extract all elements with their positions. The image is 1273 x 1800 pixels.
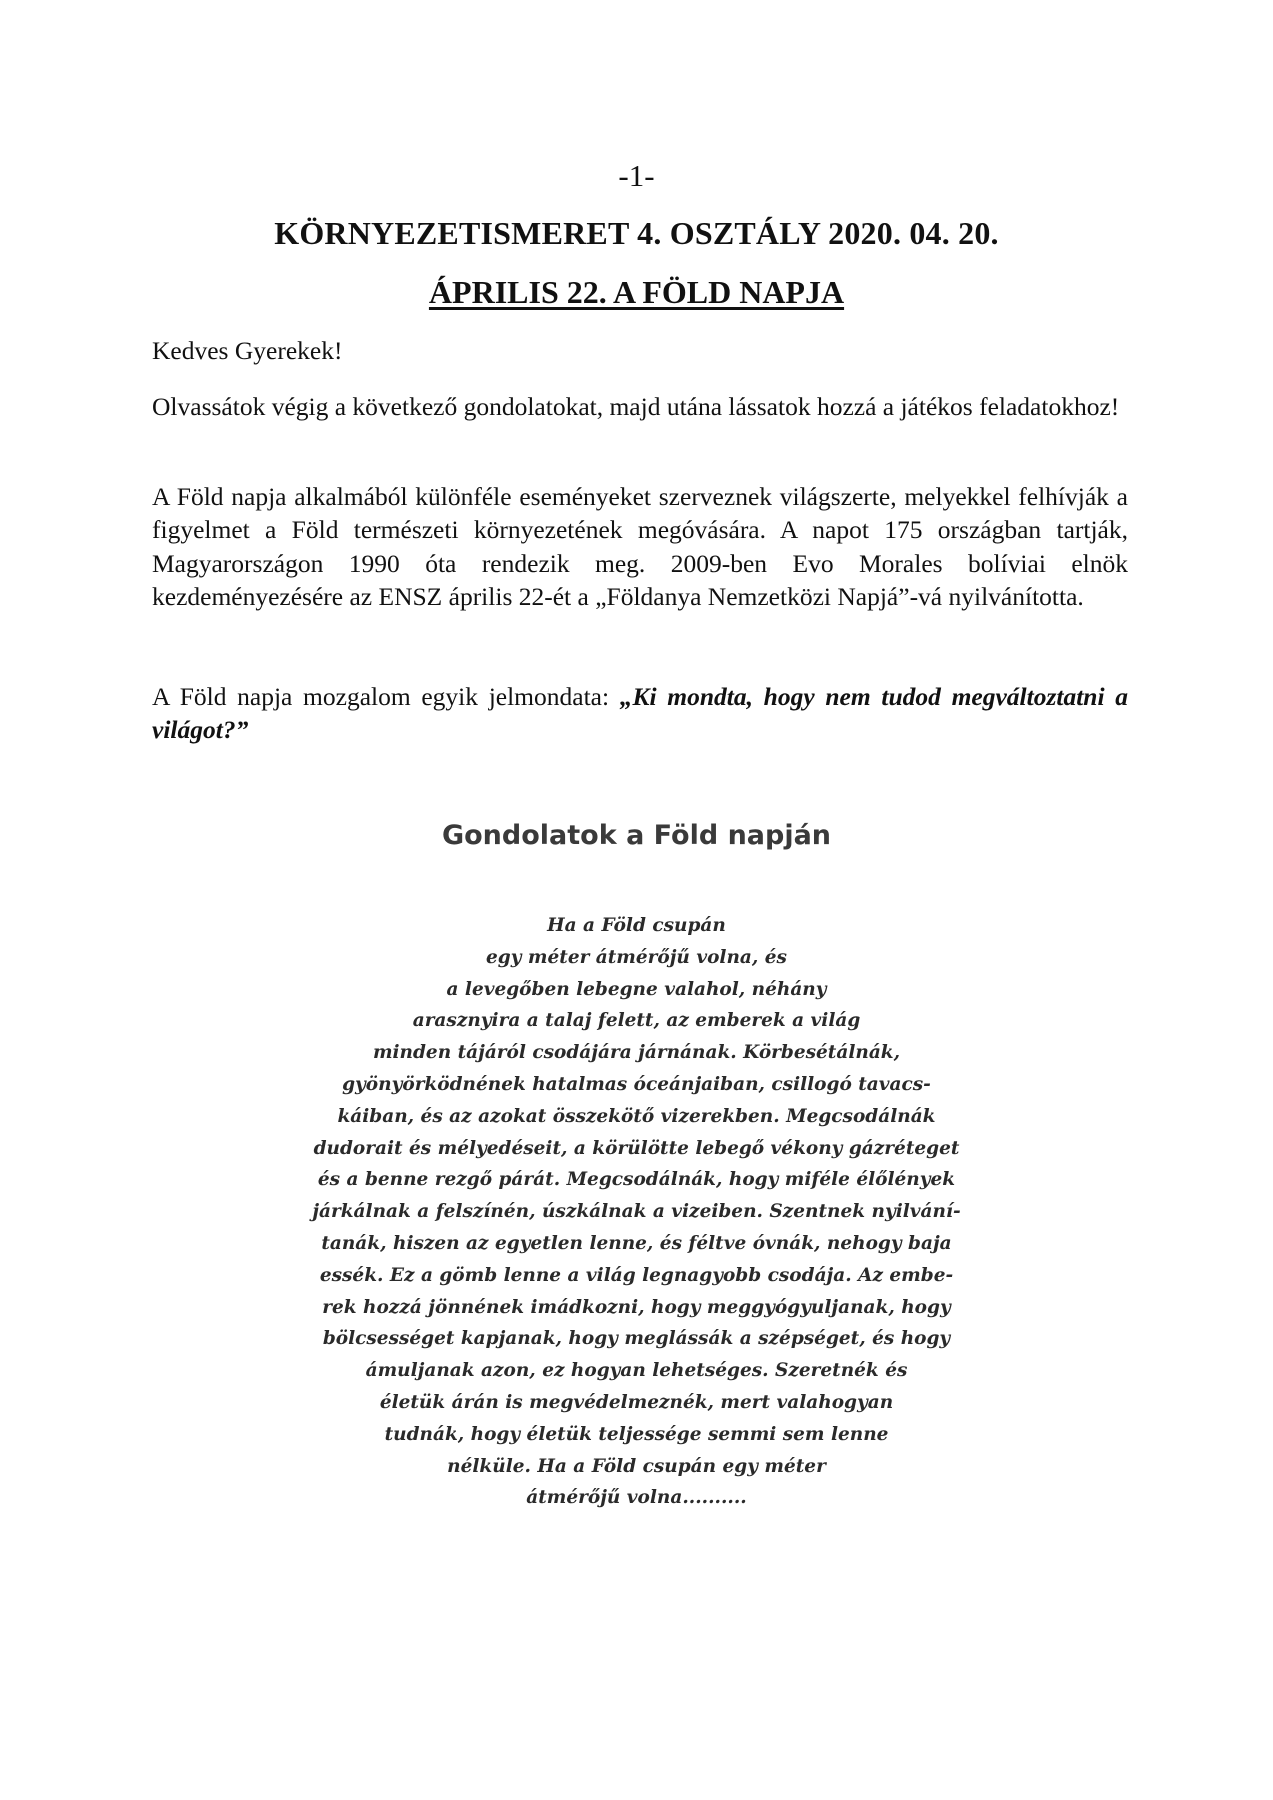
poem-line: essék. Ez a gömb lenne a világ legnagyobb csodája. Az embe- xyxy=(319,1264,954,1286)
poem-line: káiban, és az azokat összekötő vizerekben. Megcsodálnák xyxy=(337,1105,936,1127)
poem-line: tanák, hiszen az egyetlen lenne, és féltve óvnák, nehogy baja xyxy=(321,1232,952,1254)
poem-line: Ha a Föld csupán xyxy=(547,915,726,936)
earth-day-paragraph: A Föld napja alkalmából különféle eseményeket szerveznek világszerte, melyekkel felhívják a figyelmet a Föld természeti környezetének megóvására. A napot 175 országban tartják, Magyarországon 1990 óta rendezik meg. 2009-ben Evo Morales bolíviai elnök kezdeményezésére az ENSZ április 22-ét a „Földanya Nemzetközi Napjá”-vá nyilvánította. xyxy=(152,482,1128,612)
page-subtitle: ÁPRILIS 22. A FÖLD NAPJA xyxy=(428,274,845,310)
poem-line: életük árán is megvédelmeznék, mert valahogyan xyxy=(379,1391,894,1413)
poem-line: átmérőjű volna.......... xyxy=(526,1487,747,1509)
poem-line: dudorait és mélyedéseit, a körülötte lebegő vékony gázréteget xyxy=(313,1137,960,1159)
poem-line: arasznyira a talaj felett, az emberek a világ xyxy=(412,1010,861,1032)
motto-quote: „Ki mondta, hogy nem tudod megváltoztatni a világot?” xyxy=(152,682,1128,745)
poem xyxy=(0,910,1273,1514)
motto-paragraph xyxy=(152,680,1128,747)
poem-line: egy méter átmérőjű volna, és xyxy=(486,946,787,968)
page-title: KÖRNYEZETISMERET 4. OSZTÁLY 2020. 04. 20. xyxy=(274,215,999,251)
poem-line: járkálnak a felszínén, úszkálnak a vizeiben. Szentnek nyilvání- xyxy=(312,1201,961,1223)
intro-paragraph: Olvassátok végig a következő gondolatokat, majd utána lássatok hozzá a játékos feladatokhoz! xyxy=(152,392,1120,421)
poem-line: bölcsességet kapjanak, hogy meglássák a szépséget, és hogy xyxy=(322,1328,951,1350)
poem-line: minden tájáról csodájára járnának. Körbesétálnák, xyxy=(372,1042,901,1064)
page-number: -1- xyxy=(618,158,655,193)
poem-title: Gondolatok a Föld napján xyxy=(441,820,832,851)
poem-line: nélküle. Ha a Föld csupán egy méter xyxy=(447,1455,826,1477)
motto-lead: A Föld napja mozgalom egyik jelmondata: xyxy=(152,682,620,711)
poem-line: gyönyörködnének hatalmas óceánjaiban, csillogó tavacs- xyxy=(342,1073,931,1095)
poem-line: és a benne rezgő párát. Megcsodálnák, hogy miféle élőlények xyxy=(317,1169,956,1191)
poem-line: ámuljanak azon, ez hogyan lehetséges. Szeretnék és xyxy=(365,1360,908,1382)
poem-line: rek hozzá jönnének imádkozni, hogy meggyógyuljanak, hogy xyxy=(322,1296,951,1318)
greeting: Kedves Gyerekek! xyxy=(152,336,343,365)
poem-line: a levegőben lebegne valahol, néhány xyxy=(446,978,827,1000)
poem-line: tudnák, hogy életük teljessége semmi sem lenne xyxy=(384,1423,889,1445)
